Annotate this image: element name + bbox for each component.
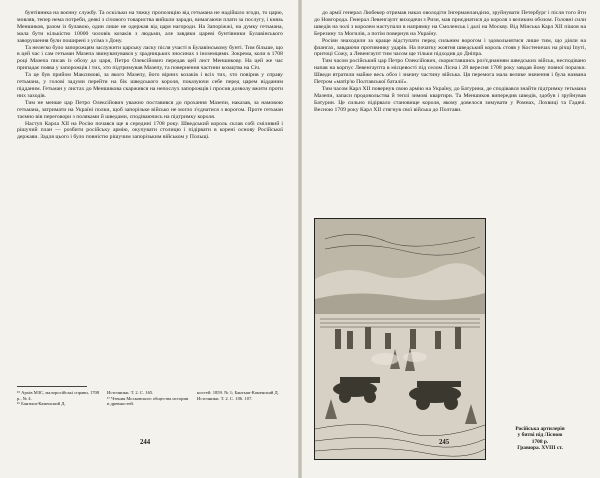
right-body-text: [314, 10, 586, 213]
paragraph: Наступ Карла XII на Росію почався ще в середині 1708 року. Шведський король склав собі сміливий і рішучий план — розбити російську армію, окупувати столицю і підірвати в корені основу Російської держави. Задля цього і було повністю рішучим запорізьким військом у Польщі.: [17, 120, 283, 141]
page-number: 245: [439, 439, 450, 446]
footnote-column: [107, 390, 191, 407]
caption-line: 1708 р.: [531, 438, 549, 445]
caption-line: Гравюра. XVIII ст.: [517, 445, 563, 452]
caption-line: Російська артилерія: [515, 426, 565, 432]
paragraph: Та це був прийом Максимові, за якого Мазепу, його вірних козаків і всіх тих, хто повірив у справу гетьмана, у голові задуми перейти на бік шведського короля, показуючи себе перед царем відданим підданим. Гетьман у листах до Меншикова скаржився на непослух запорожців і просив дозволу вжити проти них заходів.: [17, 72, 283, 99]
paragraph: Тим часом Карл XII повернув свою армію на Україну, до Батурина, де сподівався знайти підтримку гетьмана Мазепи, запаси продовольства й теплі зимові квартири. Та Меншиков випередив шведів, здобув і зруйнував Батурин. Це сильно підірвало становище короля, якому довелося зимувати у Ромнах, Лохвиці та Гадячі. Весною 1709 року Карл XII стягнув свої війська до Полтави.: [314, 85, 586, 113]
page-number: 244: [140, 439, 151, 446]
left-body-text: [17, 10, 283, 382]
illustration-caption: [496, 426, 584, 452]
paragraph: Тим не менше цар Петро Олексійович уважно поставився до прохання Мазепи, наказав, за намовою гетьмана, затримати на Україні полки, щоб запорізьке військо не могло з'єднатися з ворогом. Проте гетьман таємно вів переговори з поляками й шведами, сподіваючись на підтримку короля.: [17, 99, 283, 120]
battle-engraving: [314, 218, 486, 460]
paragraph: бунтівника на воєнну службу. Та оскільки на тяжку пропозицію від гетьмана не надійшло згоди, то царю, мовляв, тепер нема потреби, деякі з січового товариства вийшли заради, вимагаючи плати за послугу, і князь Меншиков, разом із булавою, один лише не одержав від царя нагороди. На Запоріжжі, на думку гетьмана, мала бути кількістю 10000 чоловік козаків з людьми, але завдяки цареві бунтівники Булавінського заворушення були поширені з усіма з Дону.: [17, 10, 283, 44]
footnote-column: [197, 390, 283, 401]
right-page: [300, 0, 600, 478]
footnote: ¹⁷ Чтения Московского общества истории и древностей.: [107, 395, 189, 406]
footnote: Источники. Т. 2. С. 165.: [107, 390, 154, 395]
footnote: ¹⁶ Бантыш-Каменский Д.: [17, 401, 66, 406]
footnote: ностей. 1859. № 1; Бантыш-Каменский Д. Источники. Т. 2. С. 106. 107.: [197, 390, 279, 401]
paragraph: Та нелегко було запорожцям заслужити царську ласку після участі в Булавінському бунті. Тим більше, що в цей час і сам гетьман Мазепа звинувачувався у зрадницьких зносинах з іноземцями. Зокрема, коли в 1708 році Мазепа писав із обозу до царя, Петро Олексійович передав цей лист Меншикову. На цей же час припадає поява у запорожців і тих, хто підтримував Мазепу, та повернення частини козацтва на Січ.: [17, 44, 283, 72]
footnote-divider: [17, 386, 87, 387]
footnote-column: [17, 390, 101, 407]
paragraph: Росіян знаходили за краще відступати перед сильним ворогом і здовольнятися лише тим, що діяли на флангах, завдаючи противнику ударів. На початку жовтня шведський король стояв у Костеничах на річці Іпуті, притоці Сожу, а Левенгаупт тим часом ще тільки підходив до Дніпра.: [314, 37, 586, 58]
footnote: ¹⁵ Архів МЗС, малоросійські справи, 1708 р., № 4.: [17, 390, 100, 401]
engraving-image: [315, 219, 485, 459]
paragraph: Тим часом російський цар Петро Олексійович, скориставшись роз'єднанням шведських військ, несподівано напав на корпус Левенгаупта в місцевості під селом Лісна і 28 вересня 1708 року завдав йому повної поразки. Шведи втратили майже весь обоз і значну частину війська. Ця перемога мала велике значення і була названа Петром «матір'ю Полтавської баталії».: [314, 58, 586, 86]
caption-line: у битві під Лісною: [517, 432, 563, 439]
paragraph: до армії генерал Любекер отримав наказ оволодіти Інгерманландією, зруйнувати Петербург і після того йти до Новгорода. Генерал Левенгаупт виходячи з Ризи, мав приєднатися до короля з великим обозом. Головні сили шведів на чолі з королем наступали в напрямку на Смоленськ і далі на Москву. Від Мінська Карл XII пішов на Березину та Могилів, а потім повернув на Україну.: [314, 10, 586, 37]
